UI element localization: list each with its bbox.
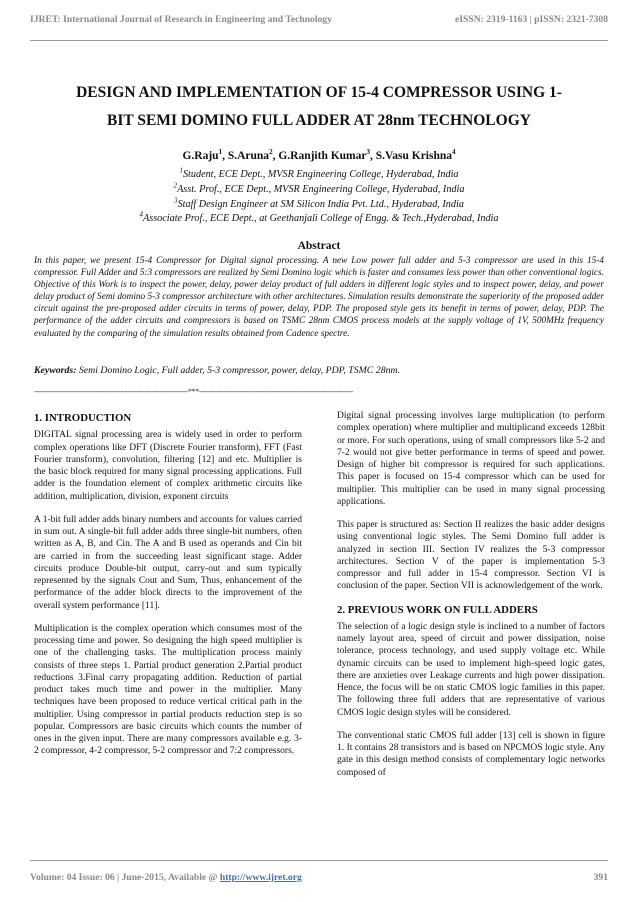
author-sup: 4 — [452, 148, 456, 157]
paragraph: A 1-bit full adder adds binary numbers and accounts for values carried in sum out. A single-bit full adder adds three single-bit numbers, often written as A, B, and Cin. The A and B used as operands and Cin bit are carried in from the succeeding least significant stage. Adder circuits produce Double-bit output, carry-out and sum typically represented by the signals Cout and Sum, Thus, enhancement of the performance of the adder block directs to the improvement of the overall system performance [11]. — [34, 514, 302, 611]
abstract-text: In this paper, we present 15-4 Compressor for Digital signal processing. A new Low power full adder and 5-3 compressor are used in this 15-4 compressor. Full Adder and 5:3 compressors are realized by Semi Domino logic which is faster and consumes less power than other conventional logics. Objective of this Work is to inspect the power, delay, power delay product of full adders in different logic styles and to inspect power, delay, and power delay product of Semi domino 5-3 compressor architecture with other architectures. Simulation results demonstrate the superiority of the proposed adder circuit against the pre-proposed adder circuits in terms of power, delay, PDP. The proposed style gets its benefit in terms of power, delay, PDP. The performance of the adder circuits and compressors is based on TSMC 28nm CMOS process models at the supply voltage of 1V, 500MHz frequency evaluated by the comparing of the simulation results obtained from Cadence spectre. — [34, 256, 604, 339]
issn: eISSN: 2319-1163 | pISSN: 2321-7308 — [455, 14, 608, 25]
title-line-1: DESIGN AND IMPLEMENTATION OF 15-4 COMPRESSOR USING 1- — [76, 84, 562, 101]
section-heading-previous-work: 2. PREVIOUS WORK ON FULL ADDERS — [337, 603, 538, 616]
keywords — [34, 365, 604, 376]
author-list: G.Raju$^1$, S.Aruna$^2$, G.Ranjith Kumar$^3$, S.Vasu Krishna$^4$ — [182, 148, 456, 162]
paper-title — [34, 79, 604, 135]
keywords-text: Semi Domino Logic, Full adder, 5-3 compressor, power, delay, PDP, TSMC 28nm. — [78, 365, 401, 376]
author: S.Aruna — [227, 150, 270, 162]
author: S.Vasu Krishna — [375, 150, 453, 162]
keywords-label: Keywords: — [34, 365, 77, 376]
author-sup: 3 — [366, 148, 370, 157]
author: G.Ranjith Kumar — [278, 150, 367, 162]
footer-rule — [30, 860, 608, 861]
paragraph: DIGITAL signal processing area is widely used in order to perform complex operations like DFT (Discrete Fourier transform), FFT (Fast Fourier transform), convolution, filtering [12] and etc. Multiplier is the basic block required for many signal processing applications. Full adder is the foundation element of complex arithmetic circuits like addition, multiplication, division, exponent circuits — [34, 430, 302, 502]
affiliations — [30, 168, 608, 227]
affiliation: $^2$Asst. Prof., ECE Dept., MVSR Engineering College, Hyderabad, India — [173, 181, 465, 195]
page-number: 391 — [593, 872, 608, 883]
author-sup: 1 — [218, 148, 223, 157]
abstract-heading: Abstract — [297, 240, 341, 252]
section-separator: --------------------------------------------------------------------***-------------------------------------------------------------------- — [34, 387, 353, 396]
paragraph: The conventional static CMOS full adder [13] cell is shown in figure 1. It contains 28 transistors and is based on NPCMOS logic style. Any gate in this design method consists of complementary logic networks composed of — [337, 730, 605, 778]
volume-info: Volume: 04 Issue: 06 | June-2015, Available @ — [30, 872, 218, 883]
paragraph: The selection of a logic design style is inclined to a number of factors namely layout area, speed of circuit and power dissipation, noise tolerance, process technology, and used supply voltage etc. While dynamic circuits can be used to implement high-speed logic gates, there are anxieties over Leakage currents and high power dissipation. Hence, the focus will be on static CMOS logic families in this paper. The following three full adders that are representative of various CMOS logic design styles will be considered. — [337, 621, 605, 718]
affiliation: $^4$Associate Prof., ECE Dept., at Geethanjali College of Engg. & Tech.,Hyderabad, India — [139, 211, 499, 225]
left-column — [34, 410, 302, 769]
header-rule — [30, 40, 608, 41]
author-sup: 2 — [269, 148, 273, 157]
right-column — [337, 410, 605, 790]
affiliation: $^1$Student, ECE Dept., MVSR Engineering College, Hyderabad, India — [179, 166, 459, 180]
journal-name: IJRET: International Journal of Research in Engineering and Technology — [30, 14, 332, 25]
affiliation: $^3$Staff Design Engineer at SM Silicon India Pvt. Ltd., Hyderabad, India — [174, 196, 464, 210]
section-heading-introduction: 1. INTRODUCTION — [34, 412, 132, 424]
paragraph: Multiplication is the complex operation which consumes most of the processing time and power. So designing the high speed multiplier is one of the challenging tasks. The multiplication process mainly consists of three steps 1. Partial product generation 2.Partial product reductions 3.Final carry propagating addition. Reduction of partial product takes much time and power in the multiplier. Many techniques have been proposed to reduce vertical critical path in the multiplier. Using compressor in partial products reduction step is so popular. Compressors are basic circuits which counts the number of ones in the given input. There are many compressors available e.g. 3-2 compressor, 4-2 compressor, 5-2 compressor and 7:2 compressors. — [34, 623, 302, 757]
running-header — [30, 14, 608, 28]
journal-link[interactable]: http://www.ijret.org — [219, 872, 302, 883]
paragraph: Digital signal processing involves large multiplication (to perform complex operation) where multiplier and multiplicand exceeds 128bit or more. For such operations, using of small compressors like 5-2 and 7-2 would not give better performance in terms of speed and power. Design of higher bit compressor is required for such applications. This paper is focused on 15-4 compressor which can be used for multiplier. This multiplier can be used in many signal processing applications. — [337, 411, 605, 507]
author: G.Raju — [182, 150, 219, 162]
paragraph: This paper is structured as: Section II realizes the basic adder designs using conventional logic styles. The Semi Domino full adder is analyzed in section III. Section IV realizes the 5-3 compressor architectures. Section V of the paper is implementation 5-3 compressor and full adder in 15-4 compressor. Section VI is conclusion of the paper. Section VII is acknowledgement of the work. — [337, 520, 605, 592]
title-line-2: BIT SEMI DOMINO FULL ADDER AT 28nm TECHNOLOGY — [107, 112, 531, 129]
